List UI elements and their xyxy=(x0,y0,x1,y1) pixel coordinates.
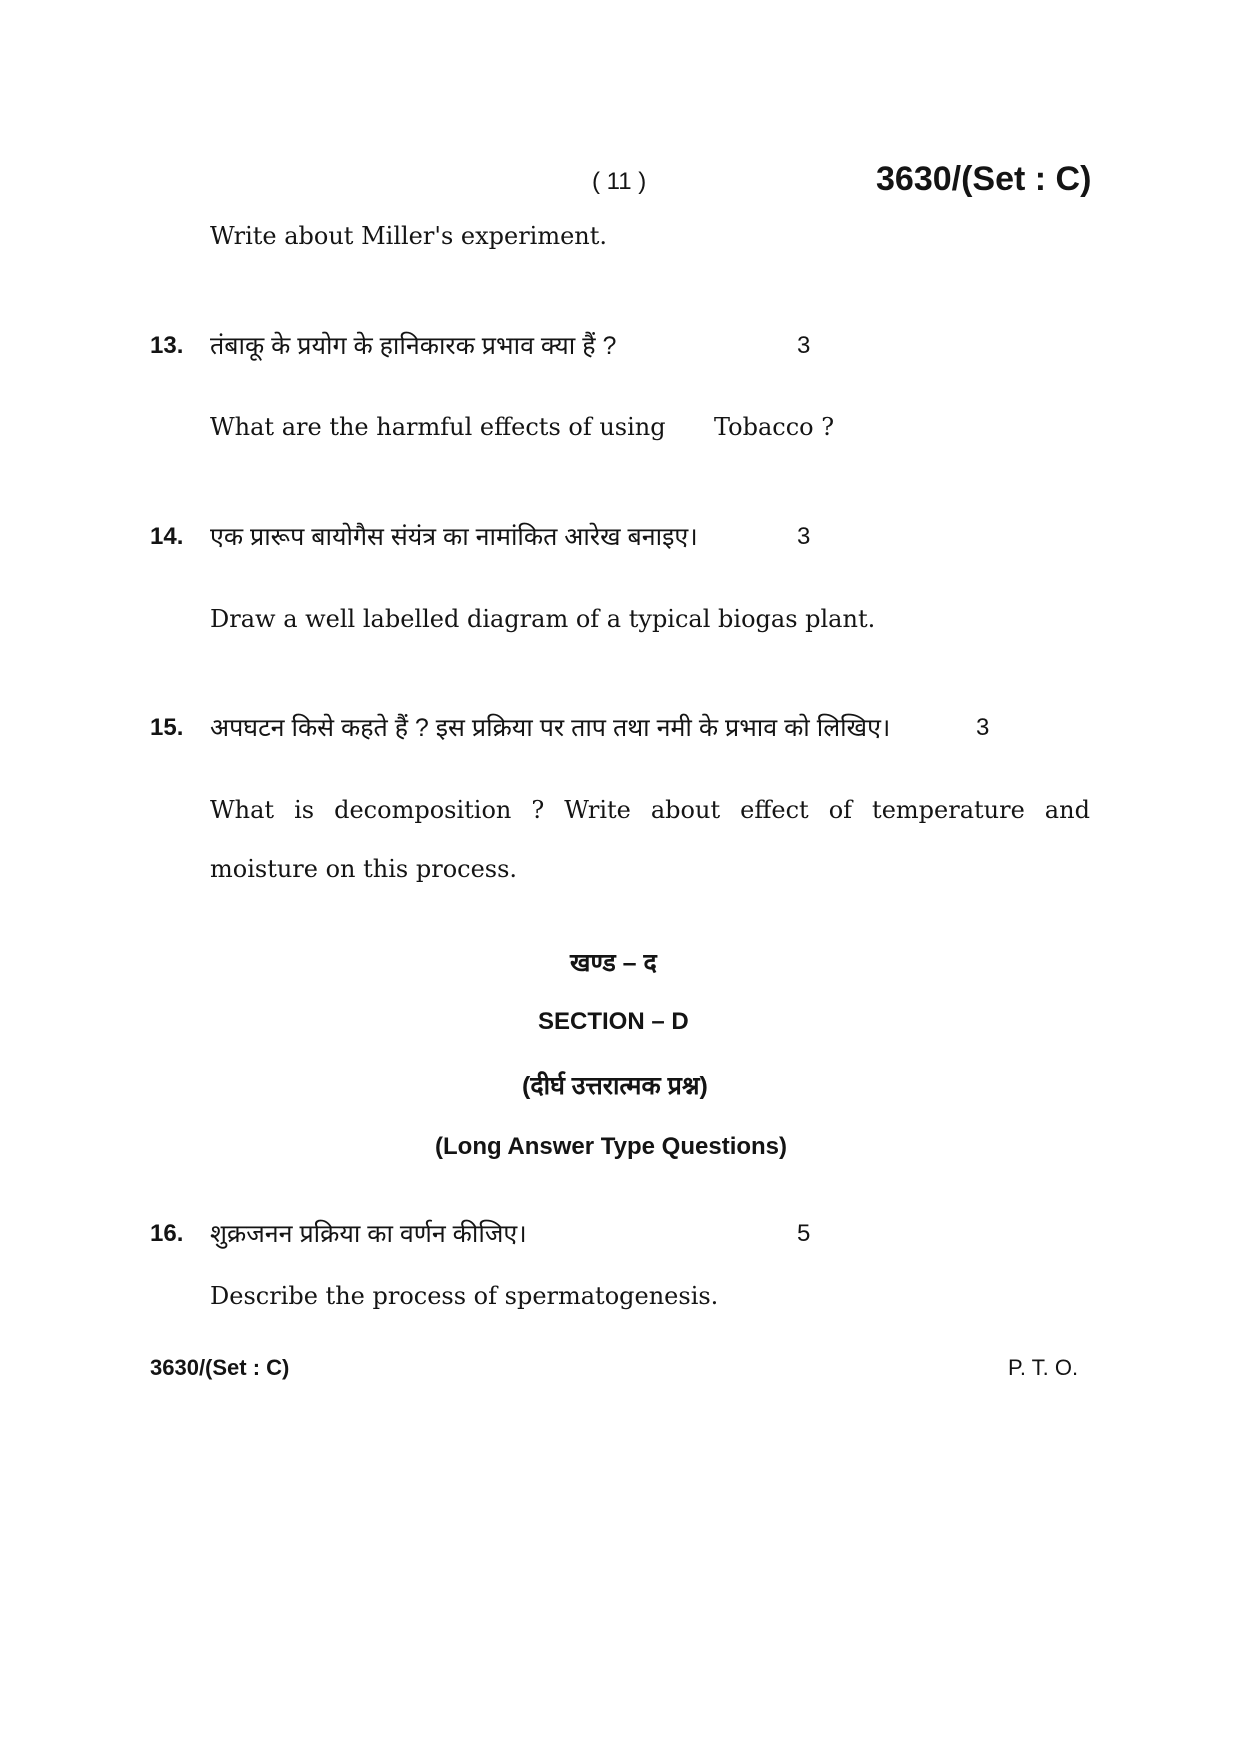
question-13-english-tobacco: Tobacco ? xyxy=(714,413,835,441)
question-15-english-line2: moisture on this process. xyxy=(210,855,518,883)
question-14-number: 14. xyxy=(150,523,184,550)
question-16-english: Describe the process of spermatogenesis. xyxy=(210,1282,719,1310)
word: Write xyxy=(564,796,631,824)
word: and xyxy=(1044,796,1090,824)
footer-pto: P. T. O. xyxy=(1008,1355,1079,1380)
word: is xyxy=(294,796,315,824)
question-12-english-continuation: Write about Miller's experiment. xyxy=(210,222,608,250)
question-14-marks: 3 xyxy=(797,523,811,550)
footer-set-code: 3630/(Set : C) xyxy=(150,1355,290,1380)
page-number: ( 11 ) xyxy=(592,168,647,195)
section-english-subtitle: (Long Answer Type Questions) xyxy=(435,1133,788,1160)
question-13-number: 13. xyxy=(150,332,184,359)
question-16-marks: 5 xyxy=(797,1220,811,1247)
section-hindi-title: खण्ड – द xyxy=(570,949,657,977)
word: of xyxy=(828,796,853,824)
question-16-number: 16. xyxy=(150,1220,184,1247)
question-13-hindi: तंबाकू के प्रयोग के हानिकारक प्रभाव क्या हैं ? xyxy=(210,332,617,360)
question-15-marks: 3 xyxy=(976,714,990,741)
question-16-hindi: शुक्रजनन प्रक्रिया का वर्णन कीजिए। xyxy=(210,1220,527,1248)
question-15-hindi: अपघटन किसे कहते हैं ? इस प्रक्रिया पर ताप तथा नमी के प्रभाव को लिखिए। xyxy=(210,714,891,742)
question-14-hindi: एक प्रारूप बायोगैस संयंत्र का नामांकित आरेख बनाइए। xyxy=(210,523,698,551)
word: ? xyxy=(531,796,545,824)
word: decomposition xyxy=(334,796,512,824)
word: What xyxy=(210,796,275,824)
section-hindi-subtitle: (दीर्घ उत्तरात्मक प्रश्न) xyxy=(522,1072,708,1100)
word: about xyxy=(650,796,721,824)
word: effect xyxy=(740,796,809,824)
question-15-number: 15. xyxy=(150,714,184,741)
question-13-english: What are the harmful effects of using xyxy=(210,413,666,441)
section-english-title: SECTION – D xyxy=(538,1008,689,1035)
word: temperature xyxy=(872,796,1025,824)
question-14-english: Draw a well labelled diagram of a typical biogas plant. xyxy=(210,605,876,633)
set-code-header: 3630/(Set : C) xyxy=(876,160,1092,198)
question-15-english-line1 xyxy=(210,796,1090,824)
question-13-marks: 3 xyxy=(797,332,811,359)
